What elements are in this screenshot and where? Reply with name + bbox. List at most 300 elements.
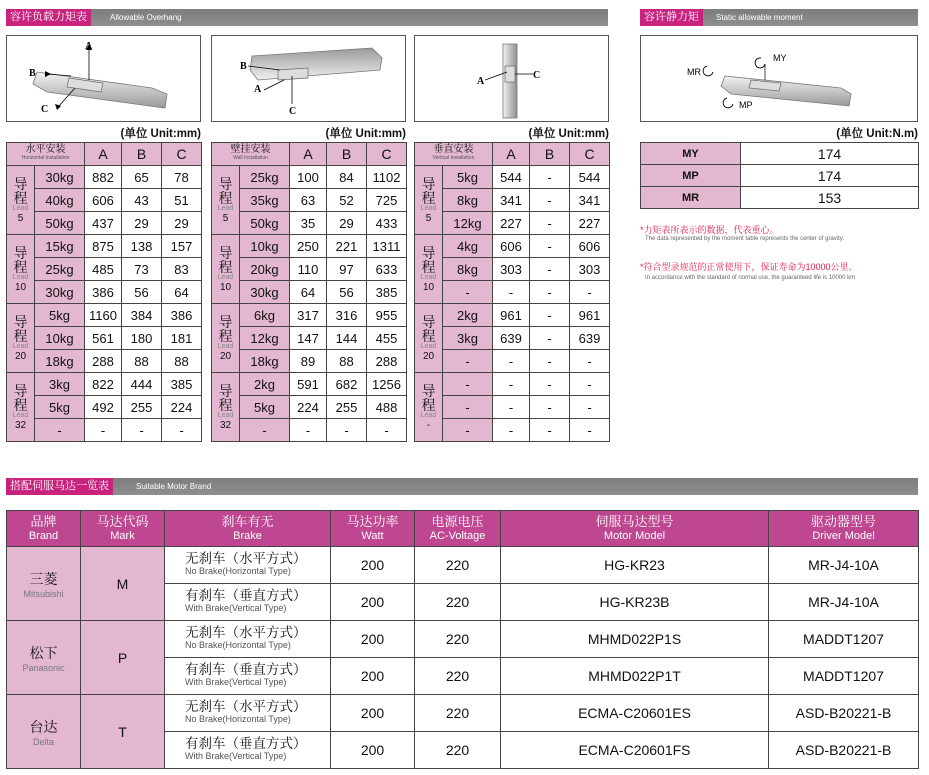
lead-char: 导 bbox=[421, 313, 436, 330]
value-cell: - bbox=[493, 281, 530, 304]
lead-char: 程 bbox=[13, 327, 28, 344]
brake-cell bbox=[165, 621, 331, 658]
diagram-label-a: A bbox=[254, 84, 262, 95]
table-row bbox=[212, 350, 407, 373]
header-zh: 驱动器型号 bbox=[810, 513, 876, 529]
brake-cell bbox=[165, 732, 331, 769]
load-cell: 2kg bbox=[443, 304, 493, 327]
table-row bbox=[415, 212, 610, 235]
lead-value: 32 bbox=[219, 419, 232, 431]
unit-label-wall: (单位 Unit:mm) bbox=[325, 128, 406, 140]
header-en: Motor Model bbox=[603, 529, 666, 542]
value-cell: 561 bbox=[85, 327, 122, 350]
diagram-label-a: A bbox=[477, 76, 485, 87]
motor-model-cell: HG-KR23B bbox=[501, 584, 769, 621]
brand-zh: 台达 bbox=[29, 718, 58, 735]
table-row bbox=[415, 327, 610, 350]
load-cell: 25kg bbox=[35, 258, 85, 281]
voltage-cell: 220 bbox=[415, 658, 501, 695]
table-row bbox=[7, 212, 202, 235]
value-cell: 83 bbox=[162, 258, 202, 281]
lead-value: - bbox=[426, 419, 431, 431]
value-cell: - bbox=[570, 396, 610, 419]
lead-cell bbox=[415, 304, 443, 373]
unit-label-vertical: (单位 Unit:mm) bbox=[528, 128, 609, 140]
moment-key: MR bbox=[641, 187, 741, 209]
lead-cell bbox=[7, 166, 35, 235]
value-cell: 63 bbox=[290, 189, 327, 212]
load-cell: - bbox=[443, 419, 493, 442]
value-cell: - bbox=[530, 166, 570, 189]
lead-char: 导 bbox=[13, 244, 28, 261]
lead-value: 20 bbox=[422, 350, 435, 362]
value-cell: - bbox=[570, 350, 610, 373]
motor-model-cell: MHMD022P1S bbox=[501, 621, 769, 658]
install-type-zh: 壁挂安装 bbox=[230, 144, 271, 155]
value-cell: 147 bbox=[290, 327, 327, 350]
value-cell: - bbox=[367, 419, 407, 442]
load-cell: 3kg bbox=[443, 327, 493, 350]
load-cell: 10kg bbox=[240, 235, 290, 258]
value-cell: 88 bbox=[122, 350, 162, 373]
moment-label-mr: MR bbox=[687, 67, 701, 77]
load-cell: 12kg bbox=[443, 212, 493, 235]
static-moment-diagram bbox=[640, 35, 918, 122]
install-type-en: Vertical Installation bbox=[432, 155, 475, 161]
brand-en: Mitsubishi bbox=[23, 588, 64, 599]
value-cell: 1256 bbox=[367, 373, 407, 396]
brake-en: With Brake(Vertical Type) bbox=[185, 751, 287, 761]
motor-table bbox=[6, 510, 919, 769]
lead-value: 20 bbox=[219, 350, 232, 362]
driver-model-cell: MR-J4-10A bbox=[769, 584, 919, 621]
moment-value: 174 bbox=[741, 165, 919, 187]
value-cell: 725 bbox=[367, 189, 407, 212]
table-row bbox=[7, 235, 202, 258]
value-cell: - bbox=[530, 350, 570, 373]
value-cell: 386 bbox=[85, 281, 122, 304]
value-cell: - bbox=[493, 350, 530, 373]
lead-char: 程 bbox=[218, 396, 233, 413]
driver-model-cell: MADDT1207 bbox=[769, 621, 919, 658]
table-row bbox=[415, 189, 610, 212]
moment-row-mr bbox=[641, 187, 919, 209]
value-cell: - bbox=[122, 419, 162, 442]
lead-en: Lead bbox=[217, 204, 234, 212]
table-row bbox=[212, 373, 407, 396]
value-cell: 157 bbox=[162, 235, 202, 258]
table-row bbox=[7, 621, 919, 658]
motor-title: 搭配伺服马达一览表 bbox=[6, 478, 113, 495]
header-en: Watt bbox=[361, 529, 384, 542]
brand-en: Delta bbox=[32, 736, 54, 747]
load-cell: 10kg bbox=[35, 327, 85, 350]
install-type-en: Horizontal Installation bbox=[21, 155, 70, 161]
lead-char: 程 bbox=[13, 258, 28, 275]
table-row bbox=[415, 373, 610, 396]
value-cell: 29 bbox=[162, 212, 202, 235]
lead-char: 导 bbox=[13, 175, 28, 192]
column-header: B bbox=[530, 143, 570, 166]
brake-en: No Brake(Horizontal Type) bbox=[185, 714, 291, 724]
table-row bbox=[7, 373, 202, 396]
value-cell: 875 bbox=[85, 235, 122, 258]
lead-value: 32 bbox=[14, 419, 27, 431]
watt-cell: 200 bbox=[331, 547, 415, 584]
table-row bbox=[7, 547, 919, 584]
header-zh: 品牌 bbox=[30, 513, 57, 529]
value-cell: 633 bbox=[367, 258, 407, 281]
value-cell: - bbox=[530, 419, 570, 442]
voltage-cell: 220 bbox=[415, 547, 501, 584]
moment-row-my bbox=[641, 143, 919, 165]
value-cell: 385 bbox=[162, 373, 202, 396]
moment-value: 153 bbox=[741, 187, 919, 209]
value-cell: 341 bbox=[570, 189, 610, 212]
lead-char: 导 bbox=[421, 382, 436, 399]
header-brake bbox=[165, 511, 331, 547]
motor-model-cell: ECMA-C20601FS bbox=[501, 732, 769, 769]
load-cell: 40kg bbox=[35, 189, 85, 212]
unit-label-horizontal: (单位 Unit:mm) bbox=[120, 128, 201, 140]
vertical-diagram bbox=[414, 35, 609, 122]
moment-key: MP bbox=[641, 165, 741, 187]
value-cell: 100 bbox=[290, 166, 327, 189]
lead-en: Lead bbox=[420, 273, 437, 281]
table-row bbox=[415, 350, 610, 373]
table-row bbox=[415, 235, 610, 258]
driver-model-cell: MADDT1207 bbox=[769, 658, 919, 695]
diagram-label-c: C bbox=[41, 104, 49, 115]
header-driver-model bbox=[769, 511, 919, 547]
column-header: A bbox=[85, 143, 122, 166]
value-cell: 317 bbox=[290, 304, 327, 327]
lead-char: 导 bbox=[13, 313, 28, 330]
header-brand bbox=[7, 511, 81, 547]
column-header: C bbox=[570, 143, 610, 166]
table-row bbox=[415, 396, 610, 419]
load-cell: 50kg bbox=[35, 212, 85, 235]
value-cell: 492 bbox=[85, 396, 122, 419]
value-cell: - bbox=[570, 373, 610, 396]
lead-en: Lead bbox=[420, 411, 437, 419]
brake-cell bbox=[165, 695, 331, 732]
header-zh: 马达功率 bbox=[346, 513, 399, 529]
wall-rail-illustration bbox=[212, 36, 405, 121]
value-cell: 64 bbox=[290, 281, 327, 304]
lead-cell bbox=[212, 166, 240, 235]
load-cell: 8kg bbox=[443, 258, 493, 281]
value-cell: - bbox=[162, 419, 202, 442]
value-cell: 316 bbox=[327, 304, 367, 327]
lead-value: 5 bbox=[222, 212, 229, 224]
column-header: C bbox=[162, 143, 202, 166]
install-type-header bbox=[212, 143, 290, 166]
lead-en: Lead bbox=[217, 342, 234, 350]
brake-en: No Brake(Horizontal Type) bbox=[185, 640, 291, 650]
brake-cell bbox=[165, 584, 331, 621]
value-cell: 181 bbox=[162, 327, 202, 350]
watt-cell: 200 bbox=[331, 621, 415, 658]
header-en: AC-Voltage bbox=[429, 529, 486, 542]
table-row bbox=[212, 304, 407, 327]
diagram-label-c: C bbox=[533, 70, 541, 81]
static-moment-illustration bbox=[641, 36, 917, 121]
table-row bbox=[212, 189, 407, 212]
value-cell: - bbox=[530, 373, 570, 396]
overhang-section-header bbox=[6, 9, 608, 26]
motor-model-cell: MHMD022P1T bbox=[501, 658, 769, 695]
watt-cell: 200 bbox=[331, 732, 415, 769]
driver-model-cell: ASD-B20221-B bbox=[769, 695, 919, 732]
value-cell: 88 bbox=[327, 350, 367, 373]
voltage-cell: 220 bbox=[415, 621, 501, 658]
value-cell: 639 bbox=[570, 327, 610, 350]
value-cell: 78 bbox=[162, 166, 202, 189]
moment-row-mp bbox=[641, 165, 919, 187]
lead-char: 程 bbox=[421, 189, 436, 206]
value-cell: 606 bbox=[570, 235, 610, 258]
table-row bbox=[415, 419, 610, 442]
lead-char: 导 bbox=[218, 244, 233, 261]
table-row bbox=[7, 396, 202, 419]
table-row bbox=[212, 212, 407, 235]
load-cell: 25kg bbox=[240, 166, 290, 189]
lead-en: Lead bbox=[12, 204, 29, 212]
moment-value: 174 bbox=[741, 143, 919, 165]
brake-en: With Brake(Vertical Type) bbox=[185, 677, 287, 687]
value-cell: 385 bbox=[367, 281, 407, 304]
table-row bbox=[212, 281, 407, 304]
motor-model-cell: HG-KR23 bbox=[501, 547, 769, 584]
lead-char: 程 bbox=[218, 327, 233, 344]
value-cell: 227 bbox=[570, 212, 610, 235]
lead-cell bbox=[415, 373, 443, 442]
brake-zh: 有刹车（垂直方式） bbox=[185, 662, 307, 677]
value-cell: 303 bbox=[570, 258, 610, 281]
lead-char: 程 bbox=[218, 189, 233, 206]
voltage-cell: 220 bbox=[415, 584, 501, 621]
load-cell: - bbox=[443, 350, 493, 373]
value-cell: - bbox=[530, 212, 570, 235]
overhang-title-en: Allowable Overhang bbox=[110, 13, 182, 22]
lead-char: 程 bbox=[13, 189, 28, 206]
static-moment-table bbox=[640, 142, 919, 209]
value-cell: 433 bbox=[367, 212, 407, 235]
load-cell: 20kg bbox=[240, 258, 290, 281]
value-cell: 221 bbox=[327, 235, 367, 258]
column-header: B bbox=[122, 143, 162, 166]
value-cell: 73 bbox=[122, 258, 162, 281]
value-cell: 384 bbox=[122, 304, 162, 327]
header-en: Brand bbox=[28, 529, 59, 542]
horizontal-rail-illustration bbox=[7, 36, 200, 121]
lead-cell bbox=[212, 373, 240, 442]
brake-zh: 有刹车（垂直方式） bbox=[185, 736, 307, 751]
lead-char: 程 bbox=[421, 258, 436, 275]
table-row bbox=[7, 166, 202, 189]
install-type-header bbox=[415, 143, 493, 166]
load-cell: 5kg bbox=[35, 304, 85, 327]
lead-value: 5 bbox=[17, 212, 24, 224]
value-cell: 29 bbox=[327, 212, 367, 235]
static-moment-title-en: Static allowable moment bbox=[716, 13, 803, 22]
load-cell: 5kg bbox=[240, 396, 290, 419]
install-type-header bbox=[7, 143, 85, 166]
load-cell: 6kg bbox=[240, 304, 290, 327]
lead-en: Lead bbox=[217, 273, 234, 281]
load-cell: 4kg bbox=[443, 235, 493, 258]
diagram-label-c: C bbox=[289, 106, 297, 117]
value-cell: 250 bbox=[290, 235, 327, 258]
load-cell: 3kg bbox=[35, 373, 85, 396]
static-moment-title: 容许静力矩 bbox=[640, 9, 703, 26]
overhang-title: 容许负载力矩表 bbox=[6, 9, 91, 26]
table-row bbox=[7, 304, 202, 327]
value-cell: - bbox=[493, 419, 530, 442]
table-row bbox=[7, 419, 202, 442]
value-cell: 64 bbox=[162, 281, 202, 304]
load-cell: 18kg bbox=[35, 350, 85, 373]
value-cell: 544 bbox=[570, 166, 610, 189]
load-cell: 2kg bbox=[240, 373, 290, 396]
header-voltage bbox=[415, 511, 501, 547]
table-row bbox=[7, 258, 202, 281]
table-row bbox=[212, 396, 407, 419]
lead-cell bbox=[7, 373, 35, 442]
brake-zh: 无刹车（水平方式） bbox=[185, 551, 307, 566]
load-cell: - bbox=[240, 419, 290, 442]
value-cell: 51 bbox=[162, 189, 202, 212]
value-cell: 544 bbox=[493, 166, 530, 189]
value-cell: 288 bbox=[367, 350, 407, 373]
brand-cell bbox=[7, 695, 81, 769]
lead-cell bbox=[415, 166, 443, 235]
horizontal-diagram bbox=[6, 35, 201, 122]
value-cell: 224 bbox=[162, 396, 202, 419]
value-cell: 961 bbox=[570, 304, 610, 327]
value-cell: - bbox=[530, 281, 570, 304]
header-motor-model bbox=[501, 511, 769, 547]
value-cell: 341 bbox=[493, 189, 530, 212]
value-cell: 437 bbox=[85, 212, 122, 235]
overhang-table-vertical bbox=[414, 142, 610, 442]
value-cell: 110 bbox=[290, 258, 327, 281]
column-header: A bbox=[290, 143, 327, 166]
value-cell: - bbox=[290, 419, 327, 442]
value-cell: 255 bbox=[122, 396, 162, 419]
diagram-label-a: A bbox=[85, 41, 93, 52]
value-cell: 97 bbox=[327, 258, 367, 281]
header-zh: 伺服马达型号 bbox=[595, 513, 674, 529]
diagram-label-b: B bbox=[29, 68, 36, 79]
lead-char: 程 bbox=[421, 327, 436, 344]
value-cell: - bbox=[530, 235, 570, 258]
header-zh: 马达代码 bbox=[96, 513, 149, 529]
lead-en: Lead bbox=[420, 204, 437, 212]
lead-en: Lead bbox=[420, 342, 437, 350]
table-row bbox=[7, 281, 202, 304]
lead-char: 导 bbox=[218, 175, 233, 192]
lead-value: 20 bbox=[14, 350, 27, 362]
lead-char: 导 bbox=[421, 175, 436, 192]
table-row bbox=[415, 304, 610, 327]
motor-model-cell: ECMA-C20601ES bbox=[501, 695, 769, 732]
load-cell: 18kg bbox=[240, 350, 290, 373]
lead-value: 10 bbox=[422, 281, 435, 293]
value-cell: 288 bbox=[85, 350, 122, 373]
value-cell: - bbox=[327, 419, 367, 442]
load-cell: 5kg bbox=[35, 396, 85, 419]
static-moment-section-header bbox=[640, 9, 918, 26]
table-row bbox=[212, 166, 407, 189]
value-cell: 255 bbox=[327, 396, 367, 419]
value-cell: - bbox=[493, 373, 530, 396]
load-cell: 5kg bbox=[443, 166, 493, 189]
note-2-zh: *符合型录规范的正常使用下，保证寿命为10000公里。 bbox=[640, 262, 858, 272]
motor-title-en: Suitable Motor Brand bbox=[136, 482, 212, 491]
watt-cell: 200 bbox=[331, 584, 415, 621]
lead-en: Lead bbox=[12, 273, 29, 281]
unit-label-moment: (单位 Unit:N.m) bbox=[836, 128, 918, 140]
value-cell: 138 bbox=[122, 235, 162, 258]
value-cell: 1102 bbox=[367, 166, 407, 189]
load-cell: - bbox=[443, 281, 493, 304]
brand-zh: 三菱 bbox=[29, 570, 58, 587]
lead-char: 导 bbox=[421, 244, 436, 261]
brand-cell bbox=[7, 621, 81, 695]
load-cell: 8kg bbox=[443, 189, 493, 212]
value-cell: - bbox=[493, 396, 530, 419]
table-header-row bbox=[212, 143, 407, 166]
brake-zh: 有刹车（垂直方式） bbox=[185, 588, 307, 603]
value-cell: - bbox=[530, 327, 570, 350]
driver-model-cell: MR-J4-10A bbox=[769, 547, 919, 584]
value-cell: 88 bbox=[162, 350, 202, 373]
lead-char: 导 bbox=[13, 382, 28, 399]
lead-value: 10 bbox=[219, 281, 232, 293]
wall-diagram bbox=[211, 35, 406, 122]
value-cell: 386 bbox=[162, 304, 202, 327]
value-cell: 682 bbox=[327, 373, 367, 396]
lead-cell bbox=[212, 304, 240, 373]
voltage-cell: 220 bbox=[415, 732, 501, 769]
header-en: Driver Model bbox=[812, 529, 875, 542]
driver-model-cell: ASD-B20221-B bbox=[769, 732, 919, 769]
load-cell: 15kg bbox=[35, 235, 85, 258]
value-cell: 485 bbox=[85, 258, 122, 281]
lead-en: Lead bbox=[217, 411, 234, 419]
table-row bbox=[7, 350, 202, 373]
lead-cell bbox=[212, 235, 240, 304]
watt-cell: 200 bbox=[331, 658, 415, 695]
lead-char: 程 bbox=[218, 258, 233, 275]
load-cell: 30kg bbox=[35, 281, 85, 304]
load-cell: 50kg bbox=[240, 212, 290, 235]
value-cell: 52 bbox=[327, 189, 367, 212]
load-cell: 30kg bbox=[35, 166, 85, 189]
mark-cell: T bbox=[81, 695, 165, 769]
value-cell: 591 bbox=[290, 373, 327, 396]
table-row bbox=[7, 189, 202, 212]
lead-cell bbox=[7, 235, 35, 304]
value-cell: 35 bbox=[290, 212, 327, 235]
table-row bbox=[415, 166, 610, 189]
moment-label-mp: MP bbox=[739, 100, 753, 110]
load-cell: 30kg bbox=[240, 281, 290, 304]
load-cell: - bbox=[35, 419, 85, 442]
motor-header-row bbox=[7, 511, 919, 547]
